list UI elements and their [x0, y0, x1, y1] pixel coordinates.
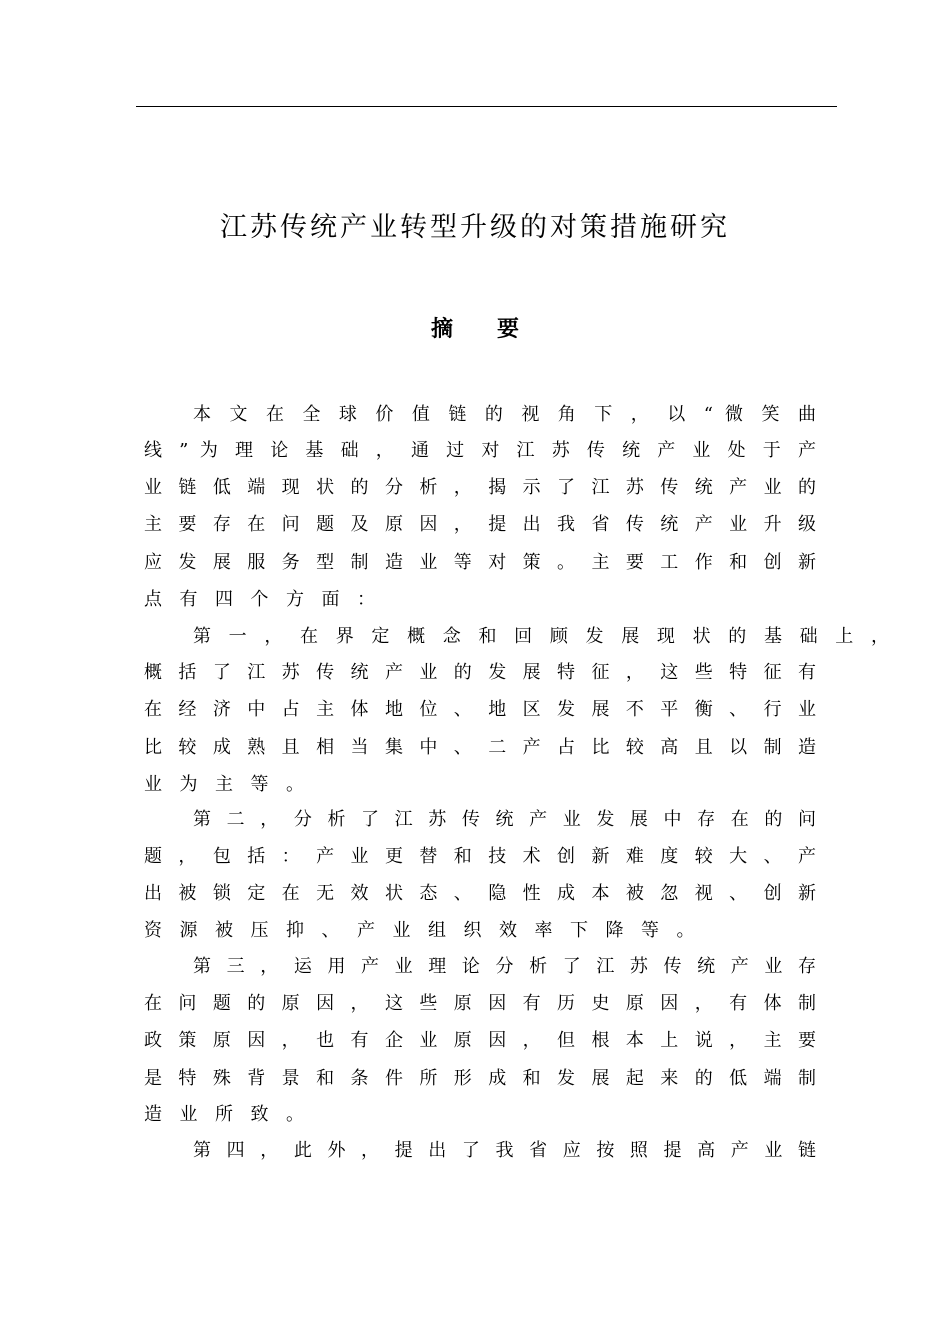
abstract-line: 点有四个方面： [144, 589, 393, 610]
abstract-line: 第 一 ， 在 界 定 概 念 和 回 顾 发 展 现 状 的 基 础 上 ， [193, 626, 889, 647]
document-title: 江苏传统产业转型升级的对策措施研究 [220, 212, 730, 243]
abstract-line: 造业所致。 [144, 1104, 322, 1125]
abstract-line: 政 策 原 因 ， 也 有 企 业 原 因 ， 但 根 本 上 说 ， 主 要 [144, 1030, 816, 1051]
abstract-line: 在 经 济 中 占 主 体 地 位 、 地 区 发 展 不 平 衡 、 行 业 [144, 699, 816, 720]
abstract-line: 题 ， 包 括 ： 产 业 更 替 和 技 术 创 新 难 度 较 大 、 产 [144, 846, 816, 867]
abstract-line: 第 三 ， 运 用 产 业 理 论 分 析 了 江 苏 传 统 产 业 存 [193, 956, 816, 977]
abstract-line: 第 二 ， 分 析 了 江 苏 传 统 产 业 发 展 中 存 在 的 问 [193, 809, 816, 830]
abstract-line: 资源被压抑、产业组织效率下降等。 [144, 920, 712, 941]
abstract-line: 主 要 存 在 问 题 及 原 因 ， 提 出 我 省 传 统 产 业 升 级 [144, 514, 816, 535]
header-rule [136, 106, 837, 107]
abstract-line: 在 问 题 的 原 因 ， 这 些 原 因 有 历 史 原 因 ， 有 体 制 [144, 993, 816, 1014]
abstract-heading: 摘要 [430, 317, 563, 342]
abstract-line: 应 发 展 服 务 型 制 造 业 等 对 策 。 主 要 工 作 和 创 新 [144, 552, 816, 573]
abstract-line: 出 被 锁 定 在 无 效 状 态 、 隐 性 成 本 被 忽 视 、 创 新 [144, 883, 816, 904]
abstract-line: 本 文 在 全 球 价 值 链 的 视 角 下 ， 以 “ 微 笑 曲 [193, 404, 817, 425]
abstract-line: 第 四 ， 此 外 ， 提 出 了 我 省 应 按 照 提 高 产 业 链 [193, 1140, 816, 1161]
abstract-line: 业为主等。 [144, 774, 322, 795]
abstract-line: 是 特 殊 背 景 和 条 件 所 形 成 和 发 展 起 来 的 低 端 制 [144, 1068, 816, 1089]
abstract-line: 线 ” 为 理 论 基 础 ， 通 过 对 江 苏 传 统 产 业 处 于 产 [144, 440, 816, 461]
abstract-line: 业 链 低 端 现 状 的 分 析 ， 揭 示 了 江 苏 传 统 产 业 的 [144, 477, 816, 498]
abstract-line: 比 较 成 熟 且 相 当 集 中 、 二 产 占 比 较 高 且 以 制 造 [144, 737, 816, 758]
abstract-line: 概 括 了 江 苏 传 统 产 业 的 发 展 特 征 ， 这 些 特 征 有 [144, 662, 816, 683]
